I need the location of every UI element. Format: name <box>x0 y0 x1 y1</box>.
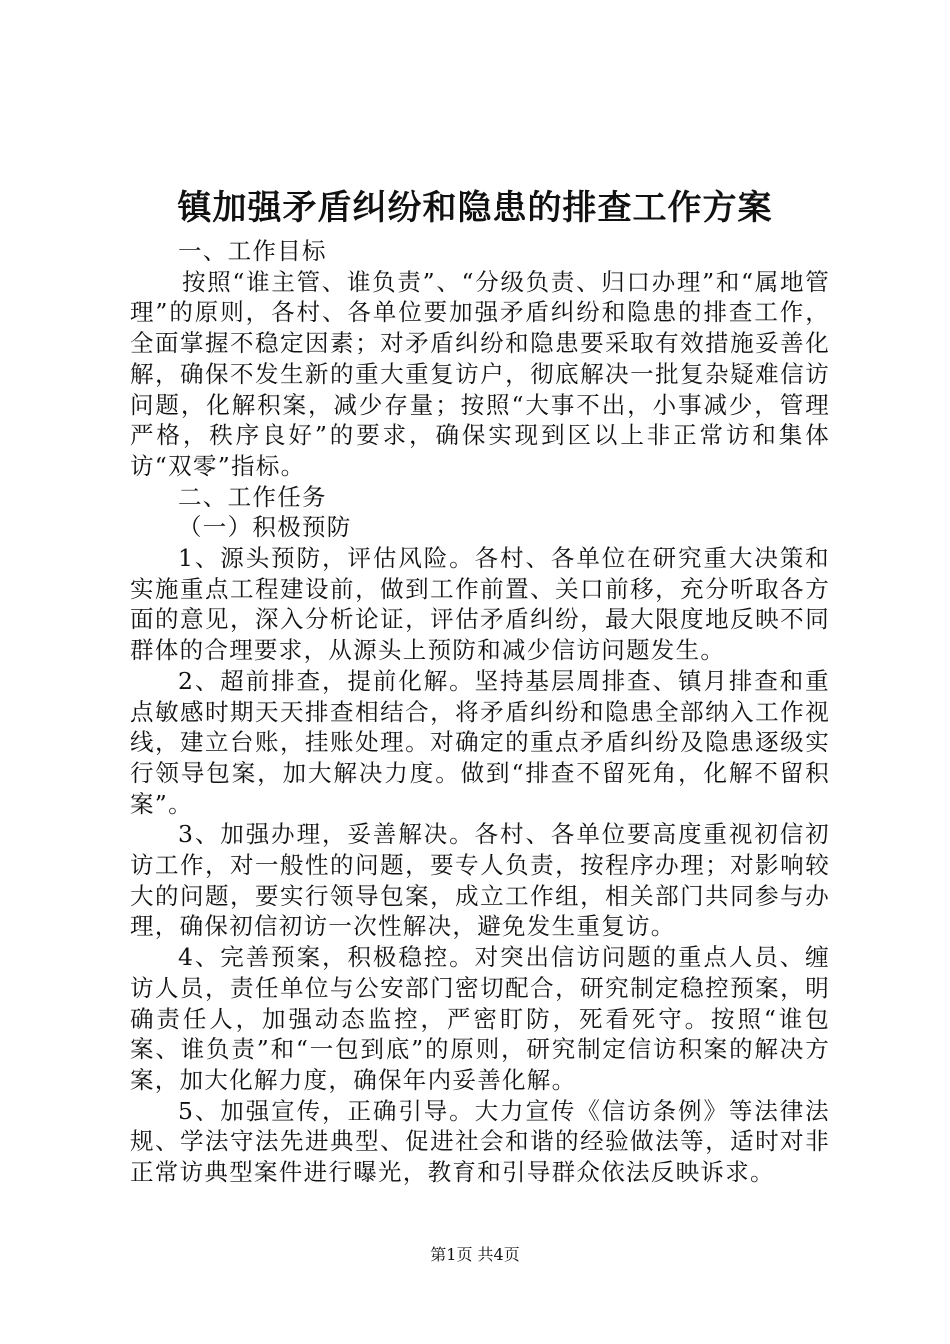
paragraph-task-3: 3、加强办理，妥善解决。各村、各单位要高度重视初信初访工作，对一般性的问题，要专人负责，按程序办理；对影响较大的问题，要实行领导包案，成立工作组，相关部门共同参与办理，确保初信初访一次性解决，避免发生重复访。 <box>130 820 830 941</box>
section-heading-goals: 一、工作目标 <box>178 237 327 265</box>
paragraph-task-2: 2、超前排查，提前化解。坚持基层周排查、镇月排查和重点敏感时期天天排查相结合，将矛盾纠纷和隐患全部纳入工作视线，建立台账，挂账处理。对确定的重点矛盾纠纷及隐患逐级实行领导包案，加大解决力度。做到“排查不留死角，化解不留积案”。 <box>130 666 830 818</box>
paragraph-task-4: 4、完善预案，积极稳控。对突出信访问题的重点人员、缠访人员，责任单位与公安部门密切配合，研究制定稳控预案，明确责任人，加强动态监控，严密盯防，死看死守。按照“谁包案、谁负责”和“一包到底”的原则，研究制定信访积案的解决方案，加大化解力度，确保年内妥善化解。 <box>130 943 830 1094</box>
page-number-footer: 第1页 共4页 <box>430 1245 520 1264</box>
paragraph-task-1: 1、源头预防，评估风险。各村、各单位在研究重大决策和实施重点工程建设前，做到工作前置、关口前移，充分听取各方面的意见，深入分析论证，评估矛盾纠纷，最大限度地反映不同群体的合理要求，从源头上预防和减少信访问题发生。 <box>130 544 830 665</box>
document-body <box>130 236 830 1188</box>
paragraph-task-5: 5、加强宣传，正确引导。大力宣传《信访条例》等法律法规、学法守法先进典型、促进社会和谐的经验做法等，适时对非正常访典型案件进行曝光，教育和引导群众依法反映诉求。 <box>130 1096 830 1187</box>
section-heading-tasks: 二、工作任务 <box>178 482 327 511</box>
document-title: 镇加强矛盾纠纷和隐患的排查工作方案 <box>177 188 773 228</box>
paragraph-goals: 按照“谁主管、谁负责”、“分级负责、归口办理”和“属地管理”的原则，各村、各单位要加强矛盾纠纷和隐患的排查工作，全面掌握不稳定因素；对矛盾纠纷和隐患要采取有效措施妥善化解，确保不发生新的重大重复访户，彻底解决一批复杂疑难信访问题，化解积案，减少存量；按照“大事不出，小事减少，管理严格，秩序良好”的要求，确保实现到区以上非正常访和集体访“双零”指标。 <box>130 267 830 480</box>
subsection-heading-prevention: （一）积极预防 <box>178 513 352 542</box>
